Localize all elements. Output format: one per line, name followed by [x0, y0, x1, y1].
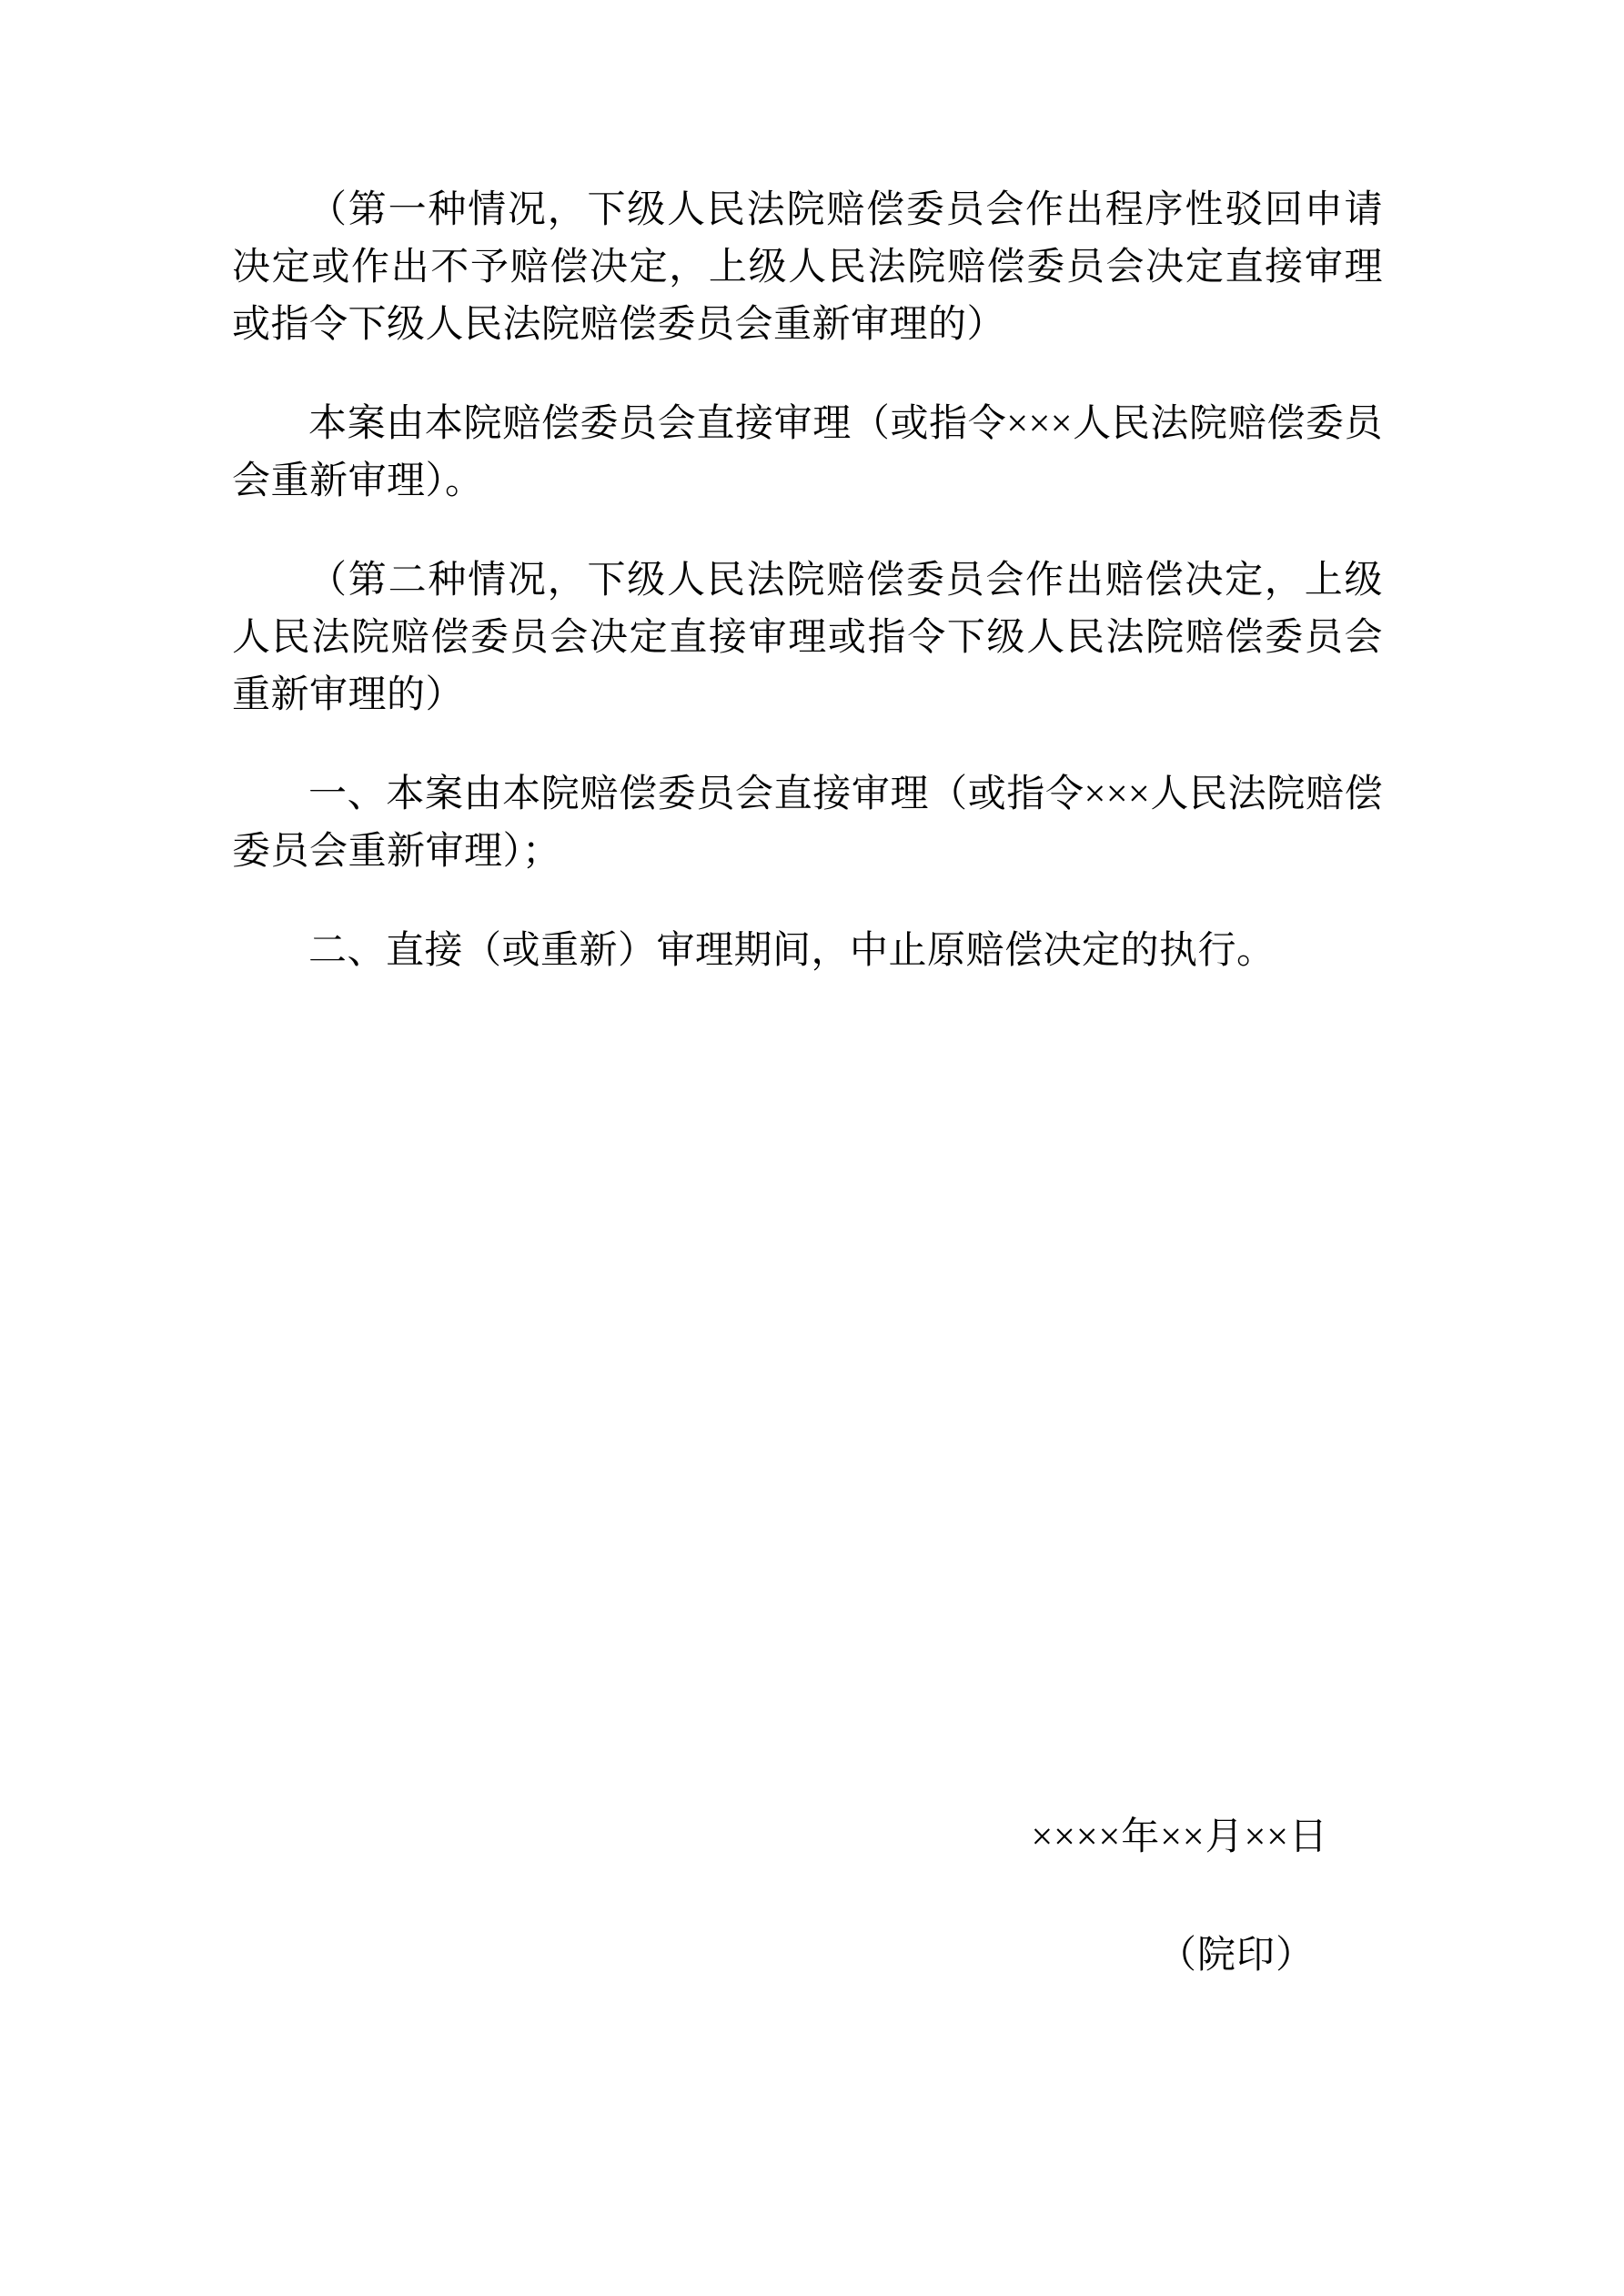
document-date: ××××年××月××日 [1031, 1816, 1328, 1858]
paragraph-case-one-note: （第一种情况，下级人民法院赔偿委员会作出程序性驳回申请决定或作出不予赔偿决定，上级人民法院赔偿委员会决定直接审理或指令下级人民法院赔偿委员会重新审理的） [232, 189, 1383, 346]
blank-space [232, 1022, 1383, 1322]
paragraph-case-two-note: （第二种情况，下级人民法院赔偿委员会作出赔偿决定，上级人民法院赔偿委员会决定直接审理或指令下级人民法院赔偿委员会重新审理的） [232, 560, 1383, 716]
paragraph-case-two-item-one: 一、本案由本院赔偿委员会直接审理（或指令×××人民法院赔偿委员会重新审理）； [232, 774, 1383, 873]
document-body [232, 182, 1383, 1322]
court-seal-placeholder: （院印） [1157, 1935, 1315, 1977]
paragraph-case-two-item-two: 二、直接（或重新）审理期间，中止原赔偿决定的执行。 [308, 930, 1276, 972]
paragraph-case-one-decision: 本案由本院赔偿委员会直接审理（或指令×××人民法院赔偿委员会重新审理）。 [232, 403, 1383, 502]
